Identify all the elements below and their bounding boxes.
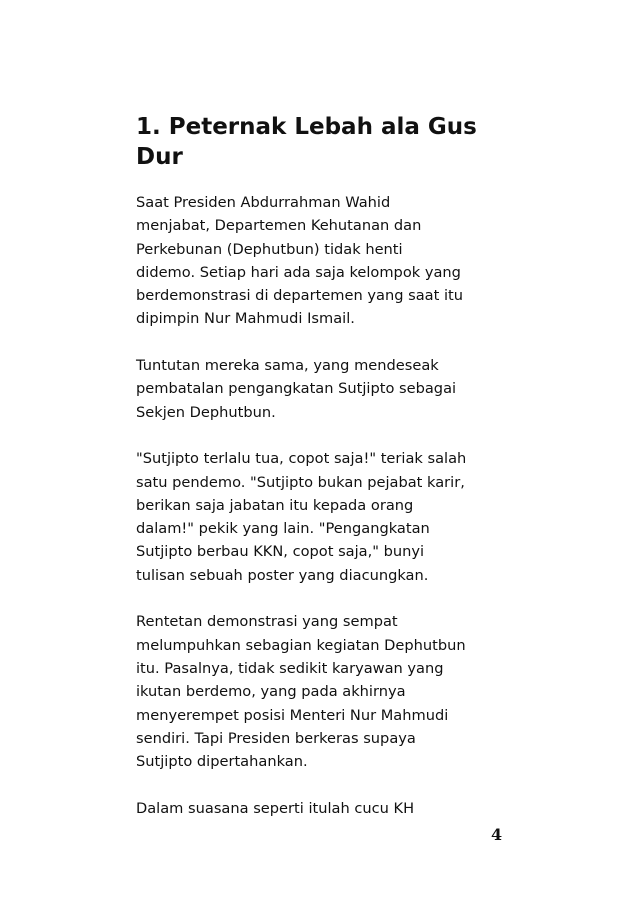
text-line: Perkebunan (Dephutbun) tidak henti <box>136 240 403 258</box>
text-line: Sutjipto berbau KKN, copot saja," bunyi <box>136 543 425 561</box>
paragraph-2 <box>136 354 516 424</box>
text-line: menjabat, Departemen Kehutanan dan <box>136 217 422 235</box>
text-line: Sutjipto dipertahankan. <box>136 753 308 771</box>
text-line: berdemonstrasi di departemen yang saat itu <box>136 287 463 305</box>
paragraph-1 <box>136 191 516 331</box>
paragraph-3 <box>136 447 516 587</box>
text-line: berikan saja jabatan itu kepada orang <box>136 496 414 514</box>
heading-line: 1. Peternak Lebah ala Gus <box>136 114 477 140</box>
text-line: pembatalan pengangkatan Sutjipto sebagai <box>136 380 457 398</box>
text-line: Sekjen Dephutbun. <box>136 403 276 421</box>
text-line: "Sutjipto terlalu tua, copot saja!" teriak salah <box>136 450 467 468</box>
page-number: 4 <box>491 825 503 844</box>
text-line: Saat Presiden Abdurrahman Wahid <box>136 194 391 211</box>
text-line: ikutan berdemo, yang pada akhirnya <box>136 683 406 701</box>
paragraph-4 <box>136 610 516 773</box>
text-line: menyerempet posisi Menteri Nur Mahmudi <box>136 706 449 724</box>
text-line: Rentetan demonstrasi yang sempat <box>136 613 398 631</box>
text-line: satu pendemo. "Sutjipto bukan pejabat karir, <box>136 473 465 491</box>
paragraph-5 <box>136 797 516 820</box>
text-line: Dalam suasana seperti itulah cucu KH <box>136 799 415 817</box>
text-line: Tuntutan mereka sama, yang mendeseak <box>136 357 439 375</box>
chapter-heading <box>136 112 516 172</box>
text-line: itu. Pasalnya, tidak sedikit karyawan yang <box>136 659 444 677</box>
text-line: tulisan sebuah poster yang diacungkan. <box>136 566 429 584</box>
text-line: didemo. Setiap hari ada saja kelompok yang <box>136 263 461 281</box>
text-line: melumpuhkan sebagian kegiatan Dephutbun <box>136 636 466 654</box>
body-text <box>136 191 516 843</box>
text-line: dalam!" pekik yang lain. "Pengangkatan <box>136 520 430 538</box>
heading-line: Dur <box>136 144 183 170</box>
text-line: sendiri. Tapi Presiden berkeras supaya <box>136 729 416 747</box>
text-line: dipimpin Nur Mahmudi Ismail. <box>136 310 355 328</box>
